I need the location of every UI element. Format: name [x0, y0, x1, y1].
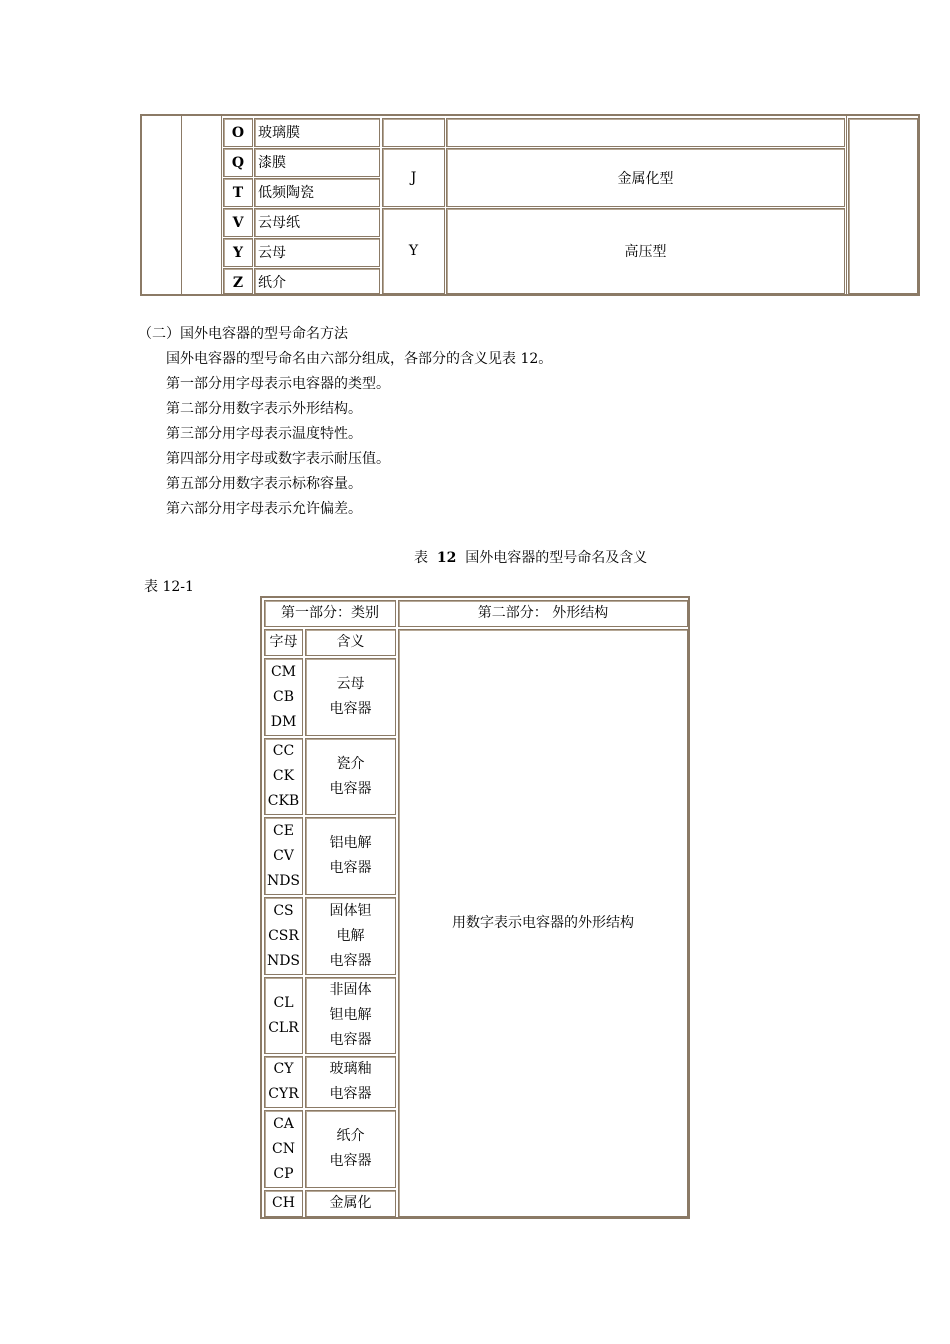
column-divider	[846, 116, 847, 294]
codes-cell	[264, 977, 303, 1054]
section-line: 第五部分用数字表示标称容量。	[166, 476, 362, 492]
letter-cell: V	[223, 208, 253, 237]
code: CM	[270, 663, 297, 680]
code: CN	[272, 1140, 295, 1157]
meaning-line: 非固体	[329, 982, 372, 998]
meaning-line: 云母	[336, 676, 365, 692]
material-cell: 低频陶瓷	[254, 178, 380, 207]
meaning-line: 电容器	[329, 1086, 372, 1102]
code: NDS	[266, 872, 301, 889]
meaning-line: 电容器	[329, 860, 372, 876]
table-caption	[414, 546, 647, 571]
feature-code-cell: Y	[382, 208, 445, 294]
feature-meaning-cell: 高压型	[446, 208, 845, 294]
code: CS	[273, 902, 294, 919]
caption-prefix: 表	[414, 550, 428, 566]
meaning-line: 电容器	[329, 701, 372, 717]
meaning-line: 固体钽	[329, 902, 372, 919]
meaning-cell	[305, 738, 396, 815]
material-cell: 玻璃膜	[254, 118, 380, 147]
material-cell: 云母纸	[254, 208, 380, 237]
code: CB	[273, 688, 294, 705]
section-line: 第一部分用字母表示电容器的类型。	[166, 376, 390, 392]
top-table	[140, 114, 920, 296]
meaning-line: 铝电解	[329, 835, 372, 851]
meaning-cell	[305, 817, 396, 895]
letter-cell: Y	[223, 238, 253, 267]
letter-cell: Q	[223, 148, 253, 177]
code: CH	[272, 1195, 295, 1211]
caption-text: 国外电容器的型号命名及含义	[465, 550, 648, 566]
column-letter-header: 字母	[264, 629, 303, 656]
table-sub-label: 表 12-1	[144, 579, 194, 595]
meaning-line: 纸介	[336, 1128, 365, 1144]
section-line: 第二部分用数字表示外形结构。	[166, 401, 362, 417]
code: CC	[272, 743, 295, 759]
header-part1: 第一部分：类别	[264, 600, 396, 627]
code: NDS	[266, 952, 301, 969]
column-divider	[181, 116, 182, 294]
section-heading: （二）国外电容器的型号命名方法	[138, 326, 348, 342]
section-line: 第六部分用字母表示允许偏差。	[166, 501, 362, 517]
meaning-cell	[305, 897, 396, 975]
meaning-cell	[305, 1056, 396, 1108]
codes-cell	[264, 897, 303, 975]
empty-code-cell	[382, 118, 445, 147]
meaning-line: 电解	[336, 927, 365, 944]
section-line: 第三部分用字母表示温度特性。	[166, 426, 362, 442]
codes-cell	[264, 738, 303, 815]
empty-meaning-cell	[446, 118, 845, 147]
codes-cell	[264, 817, 303, 895]
meaning-line: 玻璃釉	[329, 1061, 372, 1077]
meaning-line: 电容器	[329, 1032, 372, 1048]
meaning-line: 金属化	[329, 1195, 372, 1211]
code: DM	[270, 713, 297, 730]
caption-number: 12	[436, 550, 457, 566]
feature-meaning-cell: 金属化型	[446, 148, 845, 207]
code: CP	[273, 1165, 294, 1182]
part2-description: 用数字表示电容器的外形结构	[398, 629, 688, 1217]
code: CSR	[268, 927, 299, 944]
meaning-cell	[305, 1190, 396, 1217]
meaning-line: 钽电解	[329, 1007, 372, 1023]
section-line: 国外电容器的型号命名由六部分组成，各部分的含义见表 12。	[166, 351, 553, 367]
column-divider	[221, 116, 222, 294]
meaning-line: 瓷介	[336, 755, 365, 772]
material-cell: 漆膜	[254, 148, 380, 177]
meaning-line: 电容器	[329, 952, 372, 969]
material-cell: 纸介	[254, 268, 380, 294]
codes-cell	[264, 1190, 303, 1217]
code: CY	[273, 1061, 294, 1077]
code: CE	[273, 822, 294, 839]
meaning-cell	[305, 1110, 396, 1188]
column-meaning-header: 含义	[305, 629, 396, 656]
code: CV	[273, 847, 294, 864]
letter-cell: T	[223, 178, 253, 207]
meaning-cell	[305, 658, 396, 736]
code: CKB	[267, 793, 300, 809]
meaning-line: 电容器	[329, 780, 372, 797]
letter-cell: O	[223, 118, 253, 147]
table-12-1	[260, 596, 690, 1219]
code: CK	[272, 768, 295, 784]
code: CA	[273, 1115, 294, 1132]
codes-cell	[264, 1056, 303, 1108]
code: CYR	[268, 1086, 299, 1102]
meaning-line: 电容器	[329, 1153, 372, 1169]
section-line: 第四部分用字母或数字表示耐压值。	[166, 451, 390, 467]
codes-cell	[264, 658, 303, 736]
header-part2: 第二部分： 外形结构	[398, 600, 688, 627]
empty-last-column-cell	[848, 118, 918, 294]
code: CLR	[268, 1019, 299, 1036]
material-cell: 云母	[254, 238, 380, 267]
letter-cell: Z	[223, 268, 253, 294]
codes-cell	[264, 1110, 303, 1188]
code: CL	[273, 994, 294, 1011]
feature-code-cell: J	[382, 148, 445, 207]
meaning-cell	[305, 977, 396, 1054]
